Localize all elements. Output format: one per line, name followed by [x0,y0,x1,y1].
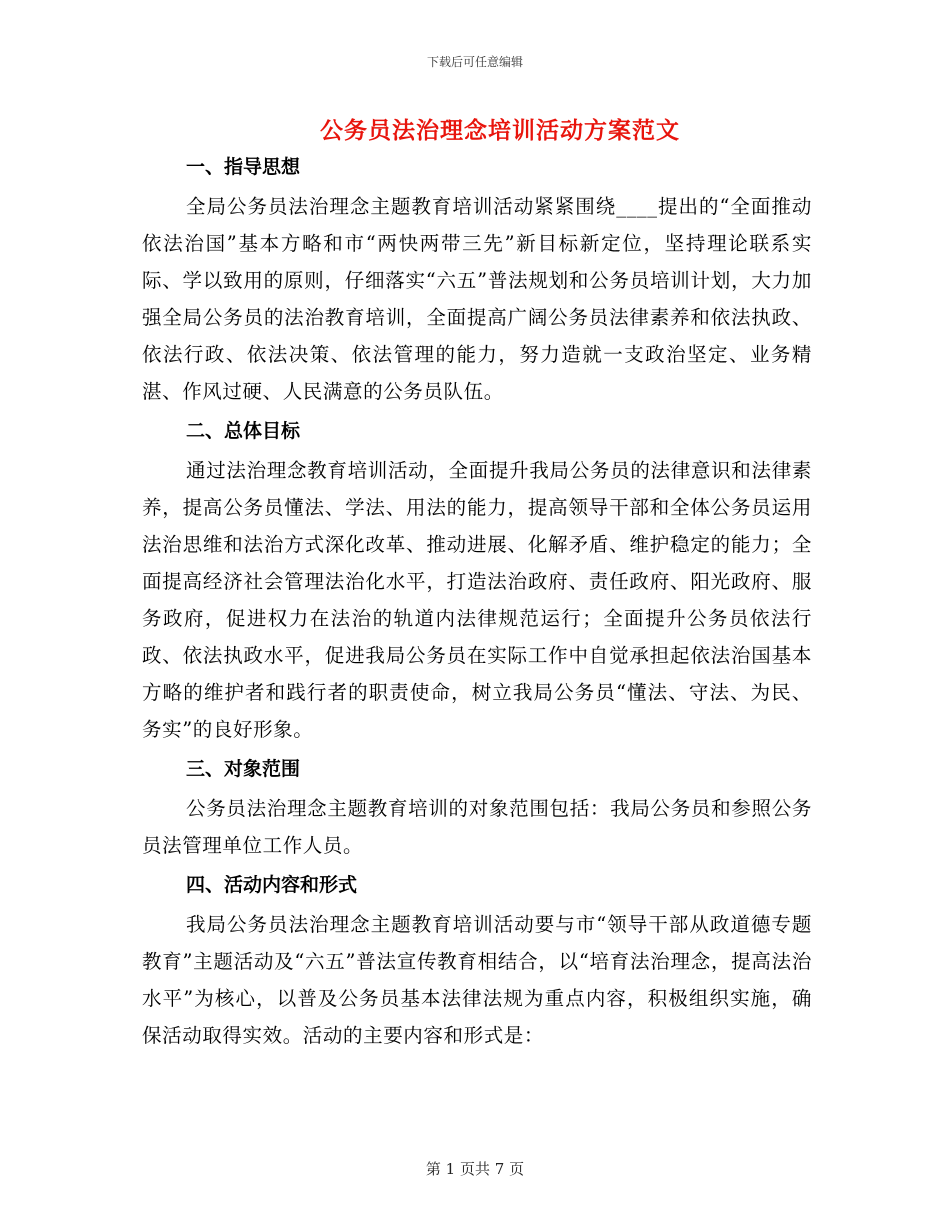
section-paragraph-guiding-ideology: 全局公务员法治理念主题教育培训活动紧紧围绕____提出的“全面推动依法治国”基本方略和市“两快两带三先”新目标新定位，坚持理论联系实际、学以致用的原则，仔细落实“六五”普法规划和公务员培训计划，大力加强全局公务员的法治教育培训，全面提高广阔公务员法律素养和依法执政、依法行政、依法决策、依法管理的能力，努力造就一支政治坚定、业务精湛、作风过硬、人民满意的公务员队伍。 [142,195,812,403]
document-body [142,148,812,1056]
section-paragraph-activity-content: 我局公务员法治理念主题教育培训活动要与市“领导干部从政道德专题教育”主题活动及“六五”普法宣传教育相结合，以“培育法治理念，提高法治水平”为核心，以普及公务员基本法律法规为重点内容，积极组织实施，确保活动取得实效。活动的主要内容和形式是： [142,913,812,1047]
section-paragraph-overall-goal: 通过法治理念教育培训活动，全面提升我局公务员的法律意识和法律素养，提高公务员懂法、学法、用法的能力，提高领导干部和全体公务员运用法治思维和法治方式深化改革、推动进展、化解矛盾、维护稳定的能力；全面提高经济社会管理法治化水平，打造法治政府、责任政府、阳光政府、服务政府，促进权力在法治的轨道内法律规范运行；全面提升公务员依法行政、依法执政水平，促进我局公务员在实际工作中自觉承担起依法治国基本方略的维护者和践行者的职责使命，树立我局公务员“懂法、守法、为民、务实”的良好形象。 [142,459,812,741]
header-note: 下载后可任意编辑 [426,55,523,69]
section-paragraph-target-scope: 公务员法治理念主题教育培训的对象范围包括：我局公务员和参照公务员法管理单位工作人员。 [142,797,812,857]
section-heading-activity-content: 四、活动内容和形式 [186,874,358,896]
document-title: 公务员法治理念培训活动方案范文 [320,117,680,144]
section-heading-overall-goal: 二、总体目标 [186,420,301,442]
page-footer: 第 1 页共 7 页 [425,1160,525,1178]
section-heading-guiding-ideology: 一、指导思想 [186,156,301,178]
section-heading-target-scope: 三、对象范围 [186,758,301,780]
